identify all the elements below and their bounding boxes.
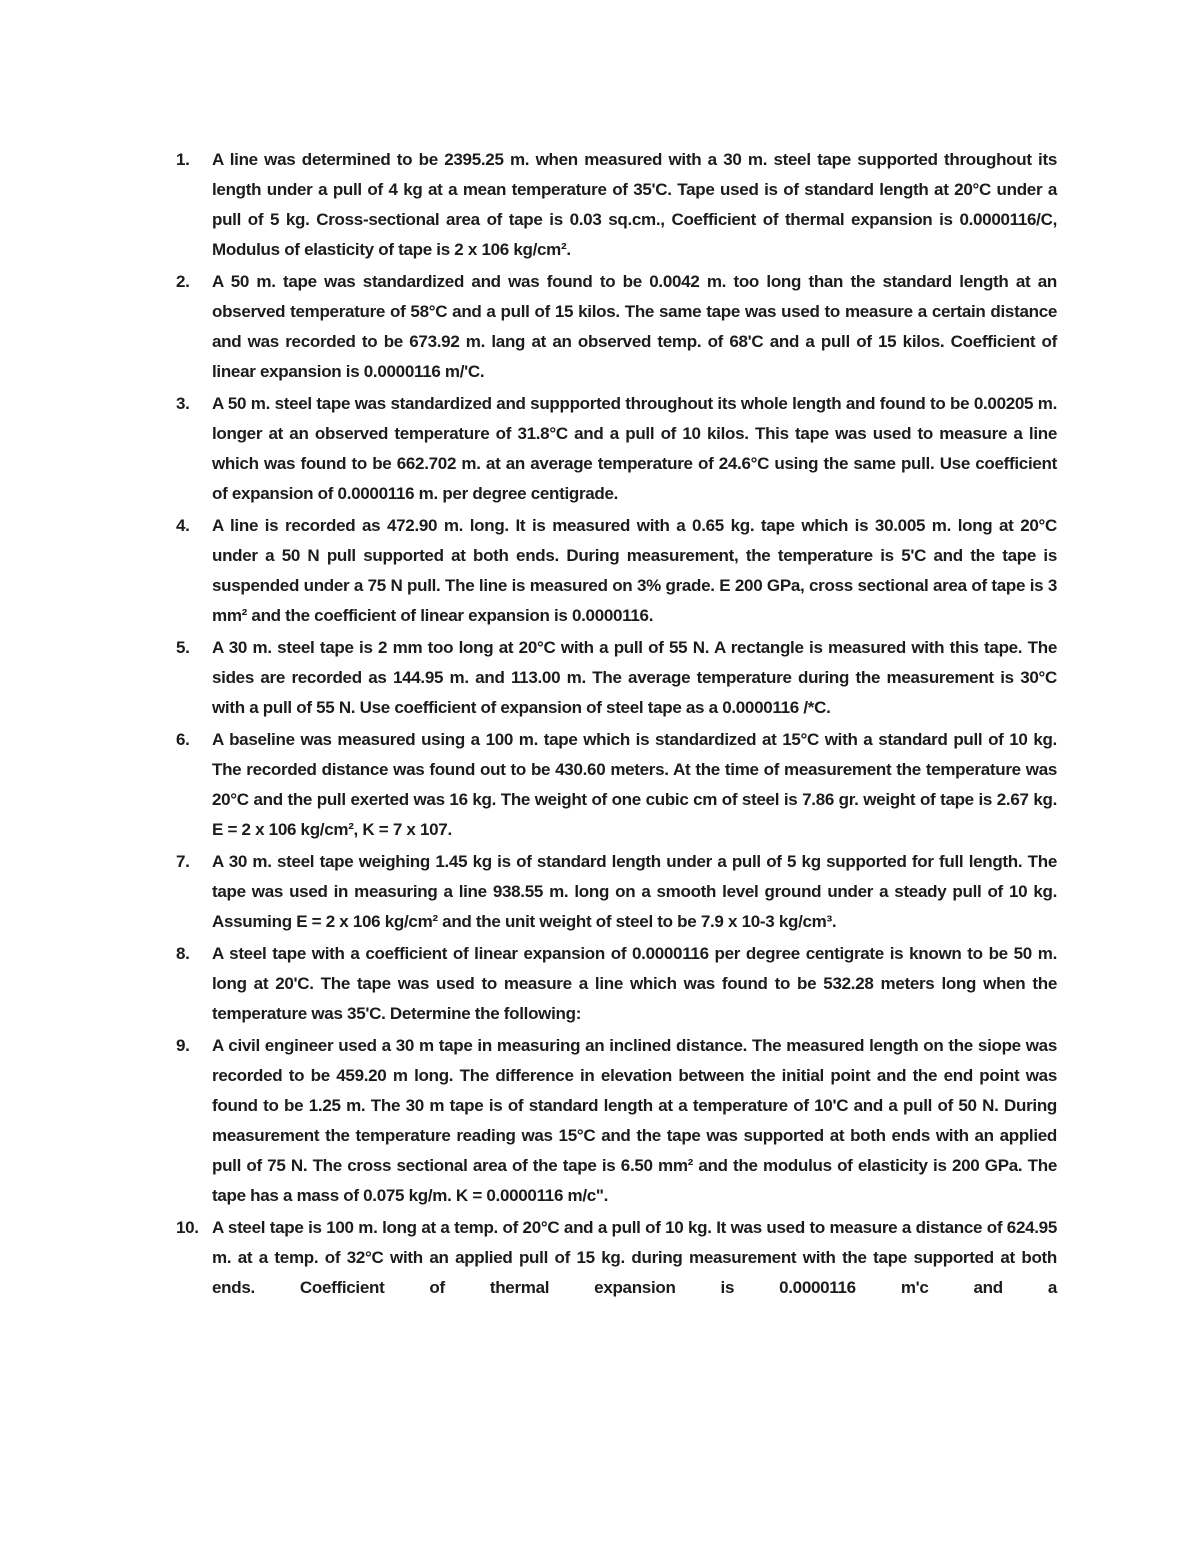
item-text: A 30 m. steel tape weighing 1.45 kg is of standard length under a pull of 5 kg supported for full length. The tape was used in measuring a line 938.55 m. long on a smooth level ground under a steady pull of 10 kg. Assuming E = 2 x 106 kg/cm² and the unit weight of steel to be 7.9 x 10-3 kg/cm³. (212, 852, 1057, 931)
list-item (176, 939, 1057, 1029)
item-text: A steel tape is 100 m. long at a temp. of 20°C and a pull of 10 kg. It was used to measure a distance of 624.95 m. at a temp. of 32°C with an applied pull of 15 kg. during measurement with the tape supported at both ends. Coefficient of thermal expansion is 0.0000116 m'c and a (212, 1218, 1057, 1297)
item-number: 3. (176, 394, 190, 413)
item-text: A 50 m. steel tape was standardized and suppported throughout its whole length and found to be 0.00205 m. longer at an observed temperature of 31.8°C and a pull of 10 kilos. This tape was used to measure a line which was found to be 662.702 m. at an average temperature of 24.6°C using the same pull. Use coefficient of expansion of 0.0000116 m. per degree centigrade. (212, 394, 1057, 503)
item-number: 9. (176, 1036, 190, 1055)
problem-list (176, 145, 1057, 1303)
list-item (176, 633, 1057, 723)
item-number: 10. (176, 1218, 199, 1237)
list-item (176, 1213, 1057, 1303)
list-item (176, 267, 1057, 387)
item-text: A line is recorded as 472.90 m. long. It is measured with a 0.65 kg. tape which is 30.005 m. long at 20°C under a 50 N pull supported at both ends. During measurement, the temperature is 5'C and the tape is suspended under a 75 N pull. The line is measured on 3% grade. E 200 GPa, cross sectional area of tape is 3 mm² and the coefficient of linear expansion is 0.0000116. (212, 516, 1057, 625)
item-text: A 30 m. steel tape is 2 mm too long at 20°C with a pull of 55 N. A rectangle is measured with this tape. The sides are recorded as 144.95 m. and 113.00 m. The average temperature during the measurement is 30°C with a pull of 55 N. Use coefficient of expansion of steel tape as a 0.0000116 /*C. (212, 638, 1057, 717)
item-text: A line was determined to be 2395.25 m. when measured with a 30 m. steel tape supported throughout its length under a pull of 4 kg at a mean temperature of 35'C. Tape used is of standard length at 20°C under a pull of 5 kg. Cross-sectional area of tape is 0.03 sq.cm., Coefficient of thermal expansion is 0.0000116/C, Modulus of elasticity of tape is 2 x 106 kg/cm². (212, 150, 1057, 259)
list-item (176, 847, 1057, 937)
list-item (176, 389, 1057, 509)
list-item (176, 725, 1057, 845)
item-text: A baseline was measured using a 100 m. tape which is standardized at 15°C with a standard pull of 10 kg. The recorded distance was found out to be 430.60 meters. At the time of measurement the temperature was 20°C and the pull exerted was 16 kg. The weight of one cubic cm of steel is 7.86 gr. weight of tape is 2.67 kg. E = 2 x 106 kg/cm², K = 7 x 107. (212, 730, 1057, 839)
item-number: 8. (176, 944, 190, 963)
item-number: 7. (176, 852, 190, 871)
list-item (176, 511, 1057, 631)
item-number: 4. (176, 516, 190, 535)
item-number: 6. (176, 730, 190, 749)
item-text: A 50 m. tape was standardized and was found to be 0.0042 m. too long than the standard length at an observed temperature of 58°C and a pull of 15 kilos. The same tape was used to measure a certain distance and was recorded to be 673.92 m. lang at an observed temp. of 68'C and a pull of 15 kilos. Coefficient of linear expansion is 0.0000116 m/'C. (212, 272, 1057, 381)
item-text: A steel tape with a coefficient of linear expansion of 0.0000116 per degree centigrate is known to be 50 m. long at 20'C. The tape was used to measure a line which was found to be 532.28 meters long when the temperature was 35'C. Determine the following: (212, 944, 1057, 1023)
list-item (176, 1031, 1057, 1211)
item-text: A civil engineer used a 30 m tape in measuring an inclined distance. The measured length on the siope was recorded to be 459.20 m long. The difference in elevation between the initial point and the end point was found to be 1.25 m. The 30 m tape is of standard length at a temperature of 10'C and a pull of 50 N. During measurement the temperature reading was 15°C and the tape was supported at both ends with an applied pull of 75 N. The cross sectional area of the tape is 6.50 mm² and the modulus of elasticity is 200 GPa. The tape has a mass of 0.075 kg/m. K = 0.0000116 m/c". (212, 1036, 1057, 1205)
list-item (176, 145, 1057, 265)
item-number: 1. (176, 150, 190, 169)
item-number: 5. (176, 638, 190, 657)
item-number: 2. (176, 272, 190, 291)
